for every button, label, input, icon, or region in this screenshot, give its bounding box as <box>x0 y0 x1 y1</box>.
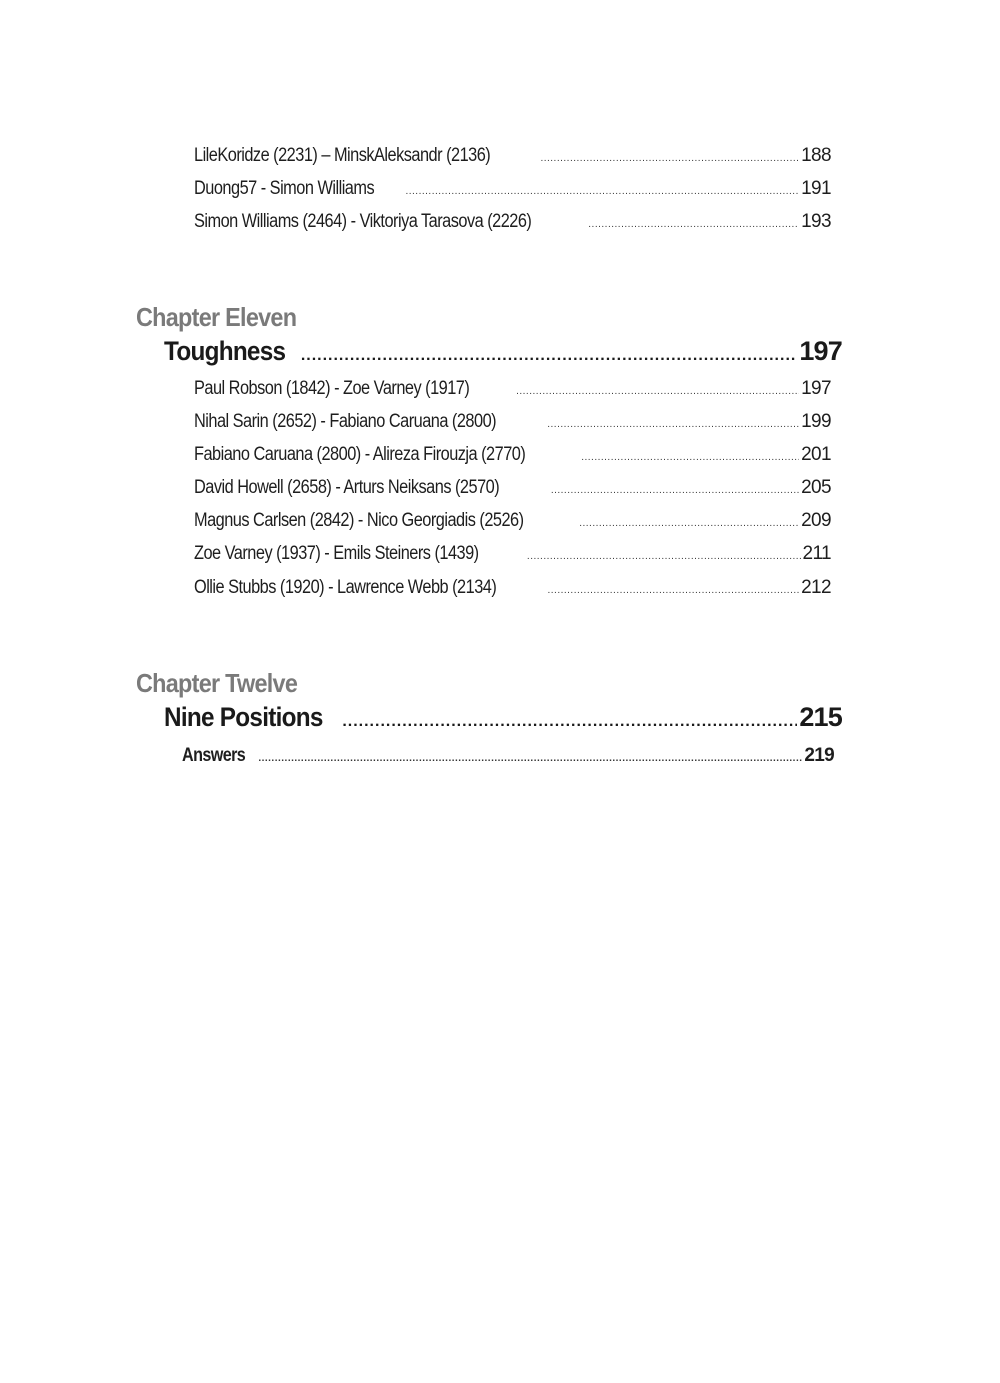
toc-entry-title: Nihal Sarin (2652) - Fabiano Caruana (2800) <box>194 411 497 432</box>
toc-entry-page: 197 <box>801 378 831 399</box>
dot-leader <box>516 386 799 397</box>
dot-leader <box>405 186 799 197</box>
dot-leader <box>579 518 799 529</box>
toc-entry-title: Ollie Stubbs (1920) - Lawrence Webb (2134) <box>194 577 497 598</box>
toc-entry[interactable] <box>194 211 831 233</box>
toc-entry[interactable] <box>194 577 831 599</box>
toc-entry-page: 201 <box>801 444 831 465</box>
chapter-heading-page: 197 <box>799 336 842 366</box>
chapter-label: Chapter Twelve <box>136 668 298 698</box>
chapter-heading[interactable] <box>164 702 842 733</box>
toc-entry-title: Fabiano Caruana (2800) - Alireza Firouzja (2770) <box>194 444 526 465</box>
toc-entry-title: Magnus Carlsen (2842) - Nico Georgiadis (2526) <box>194 510 524 531</box>
toc-entry-page: 209 <box>801 510 831 531</box>
chapter-heading[interactable] <box>164 336 842 367</box>
toc-entry[interactable] <box>194 510 831 532</box>
dot-leader <box>527 551 801 562</box>
toc-entry-title: Paul Robson (1842) - Zoe Varney (1917) <box>194 378 470 399</box>
toc-entry[interactable] <box>194 444 831 466</box>
toc-entry-page: 199 <box>801 411 831 432</box>
toc-entry-title: Answers <box>182 745 246 766</box>
toc-entry-title: David Howell (2658) - Arturs Neiksans (2570) <box>194 477 500 498</box>
toc-entry-page: 212 <box>801 577 831 598</box>
toc-entry-title: Zoe Varney (1937) - Emils Steiners (1439) <box>194 543 479 564</box>
dot-leader <box>588 219 799 230</box>
dot-leader <box>540 153 799 164</box>
dot-leader <box>581 452 799 463</box>
toc-entry[interactable] <box>194 411 831 433</box>
toc-entry[interactable] <box>194 145 831 167</box>
toc-entry-title: LileKoridze (2231) – MinskAleksandr (2136) <box>194 145 491 166</box>
toc-entry-page: 191 <box>801 178 831 199</box>
toc-entry-page: 205 <box>801 477 831 498</box>
chapter-heading-title: Toughness <box>164 336 286 366</box>
chapter-heading-page: 215 <box>799 702 842 732</box>
chapter-heading-title: Nine Positions <box>164 702 323 732</box>
dot-leader <box>342 713 797 731</box>
toc-entry[interactable] <box>194 178 831 200</box>
toc-entry[interactable] <box>194 378 831 400</box>
chapter-label: Chapter Eleven <box>136 302 297 332</box>
toc-entry-answers[interactable] <box>182 745 834 767</box>
dot-leader <box>258 753 802 764</box>
dot-leader <box>547 585 799 596</box>
toc-entry-page: 188 <box>801 145 831 166</box>
toc-entry-page: 193 <box>801 211 831 232</box>
dot-leader <box>301 347 798 365</box>
toc-entry-title: Duong57 - Simon Williams <box>194 178 375 199</box>
toc-entry-page: 211 <box>802 543 831 564</box>
toc-entry[interactable] <box>194 543 831 565</box>
toc-entry[interactable] <box>194 477 831 499</box>
dot-leader <box>547 419 799 430</box>
toc-entry-page: 219 <box>804 745 834 766</box>
toc-entry-title: Simon Williams (2464) - Viktoriya Tarasova (2226) <box>194 211 532 232</box>
dot-leader <box>551 485 799 496</box>
